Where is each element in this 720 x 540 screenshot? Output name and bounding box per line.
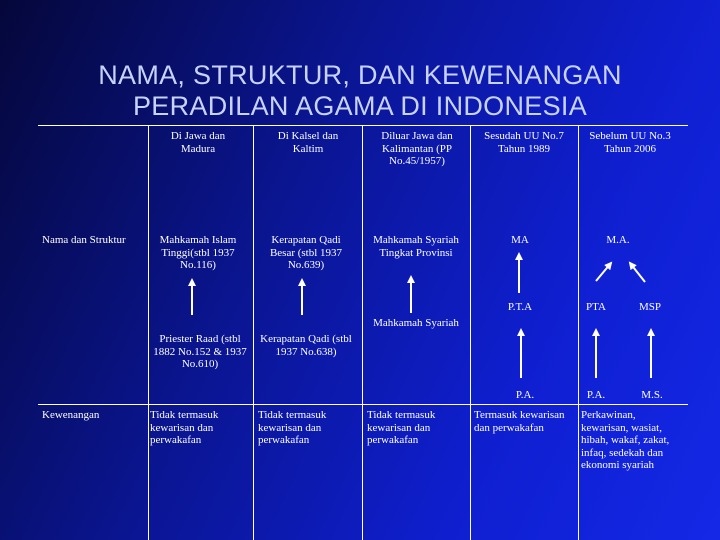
header-kalsel-kaltim: Di Kalsel dan Kaltim: [277, 130, 339, 155]
struktur-sesudah-top: MA: [511, 234, 529, 246]
kewenangan-luar: Tidak termasuk kewarisan dan perwakafan: [367, 409, 436, 446]
title-line-2: PERADILAN AGAMA DI INDONESIA: [132, 91, 588, 121]
header-sebelum-uu-3: Sebelum UU No.3 Tahun 2006: [589, 130, 671, 155]
header-jawa-madura: Di Jawa dan Madura: [170, 130, 226, 155]
struktur-kalsel-bottom: Kerapatan Qadi (stbl 1937 No.638): [260, 333, 352, 358]
struktur-kalsel-top: Kerapatan Qadi Besar (stbl 1937 No.639): [269, 234, 343, 271]
kewenangan-jawa: Tidak termasuk kewarisan dan perwakafan: [150, 409, 219, 446]
header-sesudah-uu-7: Sesudah UU No.7 Tahun 1989: [484, 130, 564, 155]
kewenangan-kalsel: Tidak termasuk kewarisan dan perwakafan: [258, 409, 327, 446]
struktur-sesudah-mid: P.T.A: [507, 301, 533, 313]
struktur-sebelum-bottom-left: P.A.: [586, 389, 606, 401]
row-label-kewenangan: Kewenangan: [42, 409, 100, 421]
struktur-sesudah-bottom: P.A.: [515, 389, 535, 401]
header-luar-jawa: Diluar Jawa dan Kalimantan (PP No.45/1957): [381, 130, 453, 167]
struktur-luar-top: Mahkamah Syariah Tingkat Provinsi: [373, 234, 459, 259]
struktur-jawa-top: Mahkamah Islam Tinggi(stbl 1937 No.116): [159, 234, 237, 271]
struktur-sebelum-top: M.A.: [606, 234, 630, 246]
row-label-nama-struktur: Nama dan Struktur: [42, 234, 126, 246]
struktur-jawa-bottom: Priester Raad (stbl 1882 No.152 & 1937 No.610): [153, 333, 247, 370]
struktur-luar-bottom: Mahkamah Syariah: [373, 317, 459, 329]
struktur-sebelum-mid-right: MSP: [638, 301, 662, 313]
struktur-sebelum-mid-left: PTA: [586, 301, 606, 313]
kewenangan-sesudah: Termasuk kewarisan dan perwakafan: [474, 409, 565, 434]
kewenangan-sebelum: Perkawinan, kewarisan, wasiat, hibah, wakaf, zakat, infaq, sedekah dan ekonomi syariah: [581, 409, 670, 471]
arrow-sebelum-right-diagonal: [630, 263, 645, 282]
arrow-sebelum-left-diagonal: [596, 263, 611, 281]
struktur-sebelum-bottom-right: M.S.: [641, 389, 663, 401]
title-line-1: NAMA, STRUKTUR, DAN KEWENANGAN: [98, 60, 622, 90]
